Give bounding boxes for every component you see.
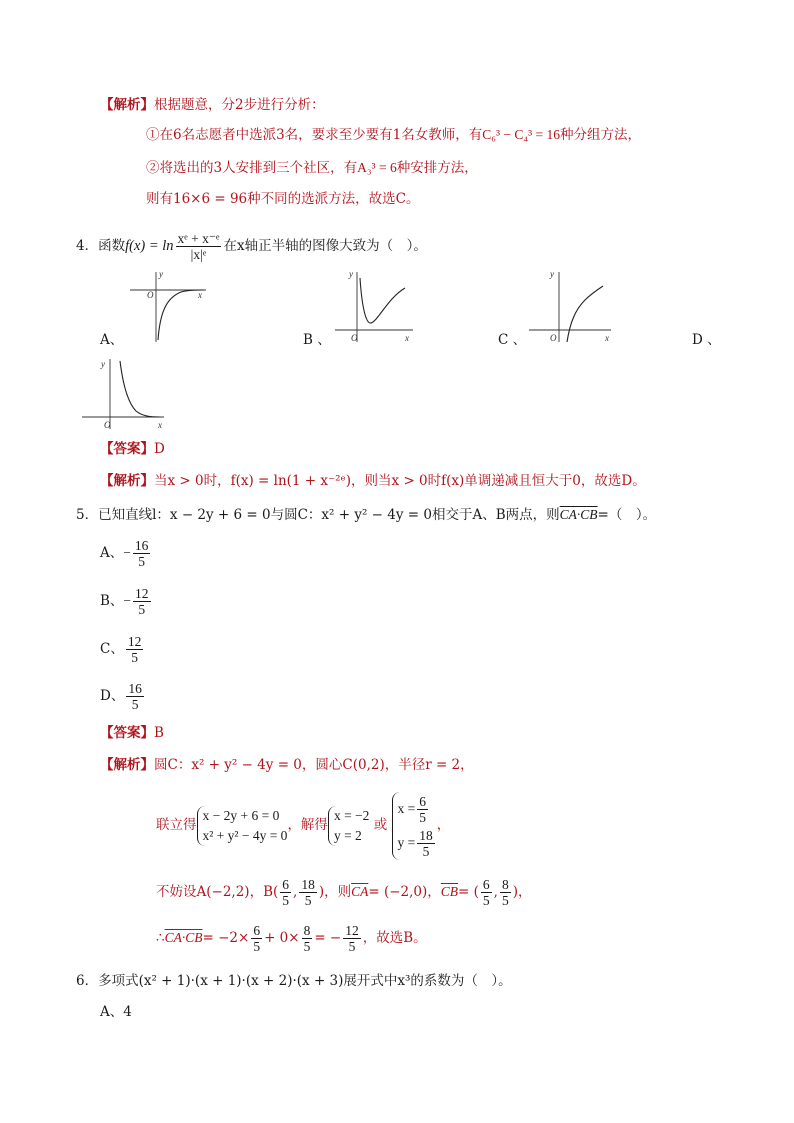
q4-graph-c — [527, 268, 615, 344]
frac-den: 5 — [282, 893, 290, 908]
analysis-intro: 根据题意，分2步进行分析： — [154, 97, 325, 113]
frac-den: 5 — [419, 809, 427, 825]
q4-option-d-label: D 、 — [692, 332, 721, 348]
step1-formula: C₆³ − C₄³ = 16 — [482, 127, 561, 142]
sys2-eq1: x = −2 — [333, 807, 370, 823]
frac-num: 6 — [282, 877, 290, 892]
svg-text:x: x — [405, 333, 409, 343]
line3-pre: 不妨设A(−2,2)，B( — [156, 884, 279, 900]
frac-num: 6 — [482, 877, 490, 892]
frac-den: 5 — [482, 893, 490, 908]
frac — [417, 794, 428, 825]
q4-option-b-label: B 、 — [303, 332, 331, 348]
q5-option-d — [100, 679, 146, 713]
q4-stem-post: 在x轴正半轴的图像大致为（ ）。 — [223, 238, 427, 254]
frac-den: 5 — [303, 939, 311, 954]
svg-text:y: y — [101, 359, 105, 369]
frac-num: 8 — [303, 923, 311, 938]
svg-text:y: y — [550, 269, 554, 279]
step2-formula: A₃³ = 6 — [357, 160, 397, 175]
frac-num: 16 — [128, 681, 142, 696]
svg-text:y: y — [349, 269, 353, 279]
line4-c: = − — [314, 930, 342, 946]
frac-den: 5 — [501, 893, 509, 908]
q5-option-c — [100, 632, 145, 666]
system-3 — [392, 792, 437, 860]
step2-text: ②将选出的3人安排到三个社区，有 — [146, 160, 358, 176]
sys3-eq1-lhs: x = — [397, 800, 416, 816]
curve-c — [567, 286, 603, 342]
q4-func-den: |x|ᵉ — [190, 247, 207, 262]
q5-analysis-line1 — [100, 756, 474, 774]
option-label: C、 — [100, 641, 124, 657]
vector-cb: $\overline{CB}$ — [440, 884, 459, 899]
analysis-text: 当x > 0时，f(x) = ln(1 + x⁻²ᵉ)，则当x > 0时f(x)单调递减且恒大于0，故选D。 — [154, 473, 646, 489]
svg-text:x: x — [605, 333, 609, 343]
frac-num: 18 — [419, 827, 433, 843]
q4-option-c-label: C 、 — [498, 332, 527, 348]
line2-or: 或 — [373, 817, 388, 833]
frac — [343, 923, 361, 954]
frac-den: 5 — [131, 697, 139, 712]
frac — [417, 828, 435, 859]
q6-stem — [76, 972, 512, 990]
system-2 — [328, 806, 369, 846]
option-sign: − — [123, 545, 131, 560]
q5-stem — [76, 506, 656, 524]
frac-num: 6 — [253, 923, 261, 938]
svg-text:x: x — [198, 290, 202, 300]
frac-num: 12 — [127, 634, 142, 649]
q4-graph-b — [333, 268, 417, 344]
q5-analysis-line4 — [156, 920, 427, 956]
step2-post: 种安排方法， — [396, 160, 478, 176]
vector-ca: $\overline{CA}$ — [351, 884, 369, 899]
analysis-label: 【解析】 — [100, 473, 154, 489]
vector-product: CA·CB — [164, 930, 203, 945]
q5-stem-end: =（ ）。 — [597, 507, 657, 523]
line3-ca-val: = (−2,0)， — [368, 884, 441, 900]
option-label: A、 — [100, 545, 124, 561]
step1-text: ①在6名志愿者中选派3名，要求至少要有1名女教师，有 — [146, 127, 483, 143]
frac-den: 5 — [138, 602, 146, 617]
option-fraction — [126, 681, 144, 712]
q5-answer-line — [100, 724, 164, 742]
svg-text:y: y — [159, 269, 163, 279]
step1-post: 种分组方法， — [560, 127, 642, 143]
option-label: D、 — [100, 688, 125, 704]
frac-num: 8 — [501, 877, 509, 892]
frac-den: 5 — [304, 893, 312, 908]
q4-stem-pre: 函数 — [98, 238, 126, 254]
frac-den: 5 — [422, 843, 430, 859]
q5-analysis-line2 — [156, 790, 450, 860]
frac-num: 6 — [419, 793, 427, 809]
q3-step2 — [146, 159, 478, 177]
q4-analysis-line — [100, 472, 646, 490]
option-sign: − — [123, 593, 132, 608]
frac — [500, 877, 511, 908]
frac-den: 5 — [131, 650, 138, 665]
system-1 — [197, 806, 288, 846]
frac — [481, 877, 492, 908]
answer-label: 【答案】 — [100, 441, 154, 457]
frac — [299, 877, 317, 908]
sys3-eq2 — [398, 826, 437, 860]
svg-text:x: x — [158, 420, 162, 430]
line2-mid: ，解得 — [287, 817, 328, 833]
line2-pre: 联立得 — [156, 817, 197, 833]
svg-text:O: O — [104, 420, 111, 430]
frac — [251, 923, 262, 954]
q5-option-a — [100, 536, 152, 570]
svg-text:O: O — [550, 333, 557, 343]
frac-den: 5 — [348, 939, 356, 954]
curve-b — [360, 278, 405, 323]
option-fraction — [133, 538, 151, 569]
q5-number: 5． — [76, 507, 99, 523]
option-label: B、 — [100, 593, 124, 609]
q6-option-a: A、4 — [100, 1004, 132, 1020]
frac-den: 5 — [138, 554, 145, 569]
frac — [302, 923, 313, 954]
svg-text:O: O — [147, 290, 154, 300]
q5-option-b — [100, 584, 153, 618]
analysis-label: 【解析】 — [100, 757, 154, 773]
frac — [280, 877, 291, 908]
line4-end: ，故选B。 — [362, 930, 427, 946]
q4-graph-d — [80, 355, 168, 431]
q4-func-lhs: f(x) = ln — [125, 238, 174, 254]
line4-b: + 0× — [264, 930, 300, 946]
line3-cb-pre: = ( — [458, 884, 479, 900]
line4-pre: ∴ — [156, 930, 165, 946]
q4-graph-a — [126, 268, 210, 344]
q3-analysis-line — [100, 96, 325, 114]
line3-end: )， — [512, 884, 532, 900]
sys3-eq1 — [398, 792, 437, 826]
frac-den: 5 — [253, 939, 261, 954]
analysis-label: 【解析】 — [100, 97, 154, 113]
frac-num: 12 — [345, 923, 359, 938]
q4-number: 4． — [76, 238, 99, 254]
option-fraction — [133, 586, 151, 617]
q5-analysis-line3: 不妨设A(−2,2)，B( $\frac{6}{5}$ , $\frac{18}{5}$ )，则$\overline{CA}= (-2,0)$，$\overline{CB}=$ ( $\frac{6}{5}$ , $\frac{8}{5}$ )， — [156, 877, 532, 908]
q3-conclusion: 则有16×6 = 96种不同的选派方法，故选C。 — [146, 191, 420, 207]
sys2-eq2: y = 2 — [333, 827, 362, 843]
q6-number: 6． — [76, 973, 99, 989]
q4-func-fraction — [176, 231, 222, 262]
q4-answer-line — [100, 440, 165, 458]
q5-stem-vector: CA·CB — [559, 507, 598, 522]
q6-stem-text: 多项式(x² + 1)·(x + 1)·(x + 2)·(x + 3)展开式中x³的系数为（ ）。 — [98, 973, 512, 989]
sys1-eq1: x − 2y + 6 = 0 — [202, 807, 280, 823]
analysis-line1: 圆C：x² + y² − 4y = 0，圆心C(0,2)，半径r = 2， — [154, 757, 474, 773]
q4-func-num: xᵉ + x⁻ᵉ — [177, 231, 220, 246]
line2-end: ， — [436, 817, 451, 833]
q4-stem — [76, 226, 427, 266]
answer-value: B — [154, 725, 164, 741]
curve-d — [120, 361, 160, 417]
line3-mid: )，则 — [318, 884, 352, 900]
option-fraction — [126, 634, 144, 665]
frac-num: 16 — [134, 538, 149, 553]
frac-num: 12 — [135, 586, 149, 601]
frac-num: 18 — [301, 877, 315, 892]
line4-a: = −2× — [202, 930, 250, 946]
sys3-eq2-lhs: y = — [397, 834, 416, 850]
q3-step1 — [146, 126, 641, 144]
q5-stem-text: 已知直线l：x − 2y + 6 = 0与圆C：x² + y² − 4y = 0相交于A、B两点，则 — [98, 507, 560, 523]
q4-option-a-label: A、 — [100, 332, 124, 348]
sys1-eq2: x² + y² − 4y = 0 — [202, 827, 288, 843]
answer-label: 【答案】 — [100, 725, 154, 741]
answer-value: D — [154, 441, 165, 457]
svg-text:O: O — [351, 333, 358, 343]
